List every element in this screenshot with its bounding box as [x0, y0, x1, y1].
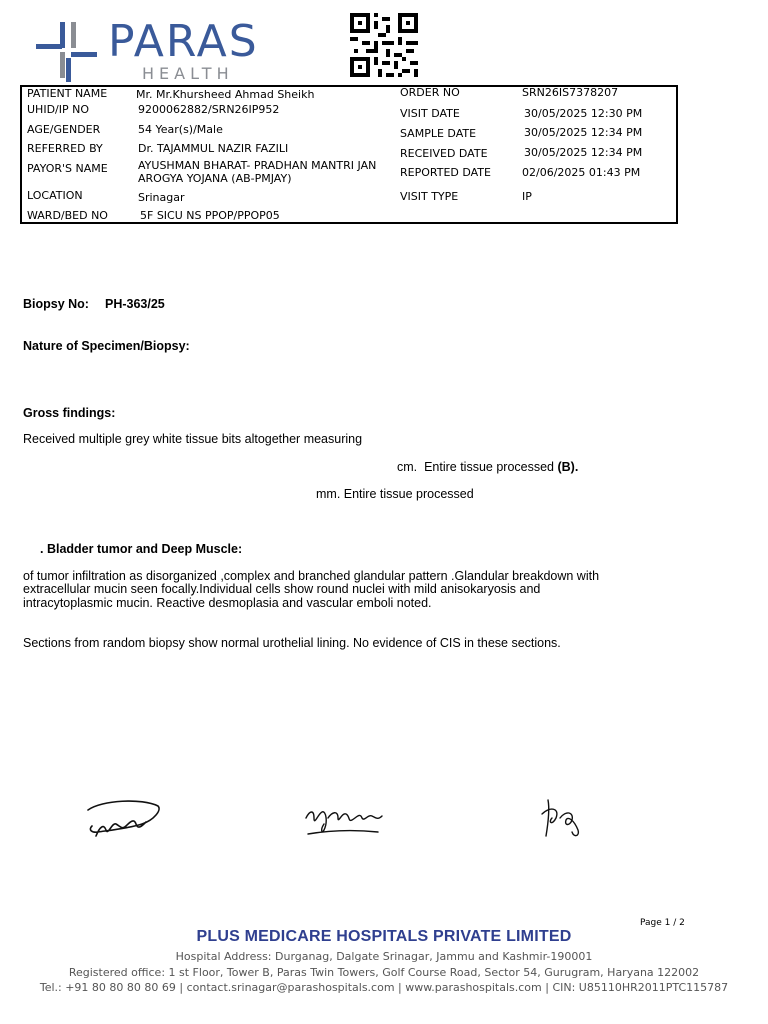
visit-date-value: 30/05/2025 12:30 PM	[524, 107, 643, 120]
uhid-label: UHID/IP NO	[27, 103, 90, 116]
referred-by-label: REFERRED BY	[27, 142, 103, 155]
signature-2	[302, 800, 388, 840]
visit-date-label: VISIT DATE	[400, 107, 460, 120]
referred-by-value: Dr. TAJAMMUL NAZIR FAZILI	[138, 142, 289, 155]
visit-type-value: IP	[522, 190, 532, 203]
gross-findings-line2	[397, 461, 578, 475]
payor-name-label: PAYOR'S NAME	[27, 162, 108, 175]
received-date-value: 30/05/2025 12:34 PM	[524, 146, 643, 159]
payor-name-value: AYUSHMAN BHARAT- PRADHAN MANTRI JAN	[138, 159, 377, 172]
ward-bed-value: 5F SICU NS PPOP/PPOP05	[140, 209, 280, 222]
microscopy-heading: . Bladder tumor and Deep Muscle:	[40, 542, 243, 556]
microscopy-line1: of tumor infiltration as disorganized ,complex and branched glandular pattern .Glandular breakdown with	[23, 569, 600, 583]
uhid-value: 9200062882/SRN26IP952	[138, 103, 280, 116]
biopsy-no-label: Biopsy No:	[23, 297, 89, 311]
brand-name: PARAS	[108, 16, 259, 67]
reported-date-label: REPORTED DATE	[400, 166, 491, 179]
payor-name-value-line2: AROGYA YOJANA (AB-PMJAY)	[138, 172, 292, 185]
page-number: Page 1 / 2	[640, 918, 685, 928]
gross-findings-line2-text: cm. Entire tissue processed	[397, 460, 558, 474]
random-biopsy-note: Sections from random biopsy show normal urothelial lining. No evidence of CIS in these sections.	[23, 636, 561, 650]
microscopy-line2: extracellular mucin seen focally.Individual cells show round nuclei with mild anisokaryosis and	[23, 582, 541, 596]
biopsy-no-value: PH-363/25	[105, 297, 165, 311]
hospital-address: Hospital Address: Durganag, Dalgate Srinagar, Jammu and Kashmir-190001	[175, 950, 593, 963]
sample-date-value: 30/05/2025 12:34 PM	[524, 126, 643, 139]
ward-bed-label: WARD/BED NO	[27, 209, 108, 222]
signature-1	[82, 796, 164, 842]
visit-type-label: VISIT TYPE	[400, 190, 459, 203]
gross-findings-line1: Received multiple grey white tissue bits altogether measuring	[23, 432, 363, 446]
gross-findings-heading: Gross findings:	[23, 406, 116, 420]
age-gender-label: AGE/GENDER	[27, 123, 101, 136]
brand-subtitle: HEALTH	[142, 64, 234, 83]
patient-name-value: Mr. Mr.Khursheed Ahmad Sheikh	[136, 88, 315, 101]
location-value: Srinagar	[138, 191, 185, 204]
received-date-label: RECEIVED DATE	[400, 147, 488, 160]
reported-date-value: 02/06/2025 01:43 PM	[522, 166, 641, 179]
age-gender-value: 54 Year(s)/Male	[138, 123, 223, 136]
contact-info: Tel.: +91 80 80 80 80 69 | contact.srinagar@parashospitals.com | www.parashospitals.com | CIN: U85110HR2011PTC115787	[39, 981, 729, 994]
gross-findings-line2-block: (B).	[557, 460, 579, 474]
patient-name-label: PATIENT NAME	[27, 87, 108, 100]
order-no-label: ORDER NO	[400, 86, 460, 99]
microscopy-line3: intracytoplasmic mucin. Reactive desmoplasia and vascular emboli noted.	[23, 596, 432, 610]
registered-office: Registered office: 1 st Floor, Tower B, Paras Twin Towers, Golf Course Road, Sector 54, Gurugram, Haryana 122002	[68, 966, 700, 979]
company-name: PLUS MEDICARE HOSPITALS PRIVATE LIMITED	[196, 928, 572, 945]
qr-code-icon	[350, 13, 418, 77]
location-label: LOCATION	[27, 189, 83, 202]
sample-date-label: SAMPLE DATE	[400, 127, 477, 140]
order-no-value: SRN26IS7378207	[522, 86, 619, 99]
gross-findings-line3: mm. Entire tissue processed	[316, 487, 474, 501]
nature-of-specimen-heading: Nature of Specimen/Biopsy:	[23, 339, 190, 353]
signature-3	[538, 796, 588, 842]
